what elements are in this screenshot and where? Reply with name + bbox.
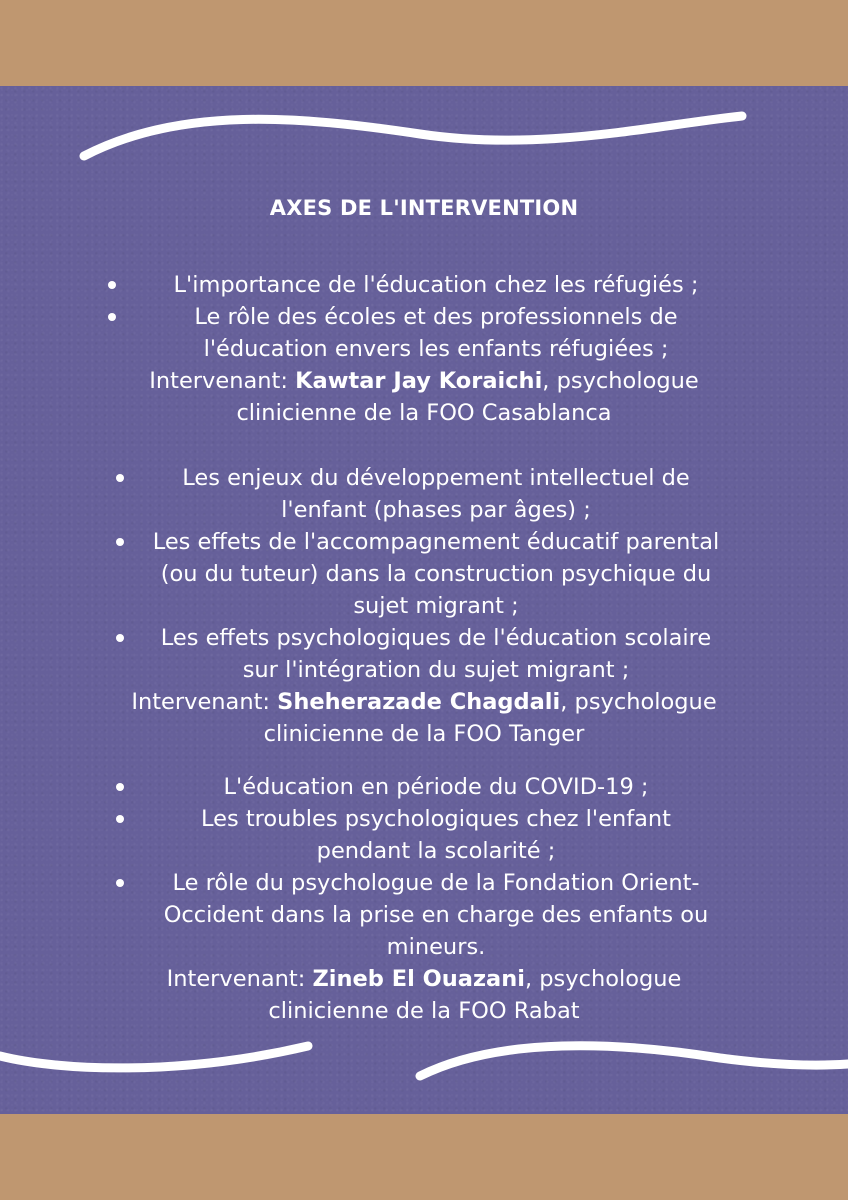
bullet-text-line: Occident dans la prise en charge des enfants ou	[163, 902, 709, 928]
top-wave-decoration	[0, 86, 848, 176]
bullet-text-line: Les effets de l'accompagnement éducatif parental	[152, 529, 720, 555]
bullet-text-line: l'éducation envers les enfants réfugiées ;	[203, 336, 669, 362]
speaker-role: clinicienne de la FOO Tanger	[263, 721, 585, 747]
content-panel	[0, 86, 848, 1114]
bullet-text-line: Le rôle des écoles et des professionnels de	[194, 304, 678, 330]
speaker-line	[0, 963, 848, 995]
speaker-name: Sheherazade Chagdali	[277, 689, 561, 715]
bullet-text-line: L'éducation en période du COVID-19 ;	[223, 774, 649, 800]
bullet-text-line: mineurs.	[386, 934, 486, 960]
section-title: AXES DE L'INTERVENTION	[269, 196, 579, 220]
speaker-line	[0, 686, 848, 718]
speaker-prefix: Intervenant:	[149, 368, 296, 394]
bullet-text-line: (ou du tuteur) dans la construction psychique du	[160, 561, 712, 587]
bullet-text-line: Les troubles psychologiques chez l'enfant	[200, 806, 671, 832]
speaker-line	[0, 365, 848, 397]
speaker-suffix: , psychologue	[524, 966, 682, 992]
bullet-text-line: L'importance de l'éducation chez les réfugiés ;	[173, 272, 699, 298]
bullet-text-line: Les enjeux du développement intellectuel de	[182, 465, 690, 491]
bullet-text-line: sur l'intégration du sujet migrant ;	[242, 657, 630, 683]
bullet-text-line: pendant la scolarité ;	[316, 838, 556, 864]
speaker-role: clinicienne de la FOO Rabat	[268, 998, 580, 1024]
speaker-prefix: Intervenant:	[131, 689, 278, 715]
speaker-suffix: , psychologue	[542, 368, 699, 394]
speaker-name: Zineb El Ouazani	[312, 966, 525, 992]
speaker-suffix: , psychologue	[560, 689, 717, 715]
speaker-name: Kawtar Jay Koraichi	[295, 368, 543, 394]
bullet-text-line: Les effets psychologiques de l'éducation scolaire	[160, 625, 712, 651]
bullet-text-line: sujet migrant ;	[353, 593, 519, 619]
bullet-text-line: Le rôle du psychologue de la Fondation Orient-	[172, 870, 700, 896]
speaker-prefix: Intervenant:	[166, 966, 313, 992]
speaker-role: clinicienne de la FOO Casablanca	[236, 400, 612, 426]
bullet-text-line: l'enfant (phases par âges) ;	[281, 497, 591, 523]
